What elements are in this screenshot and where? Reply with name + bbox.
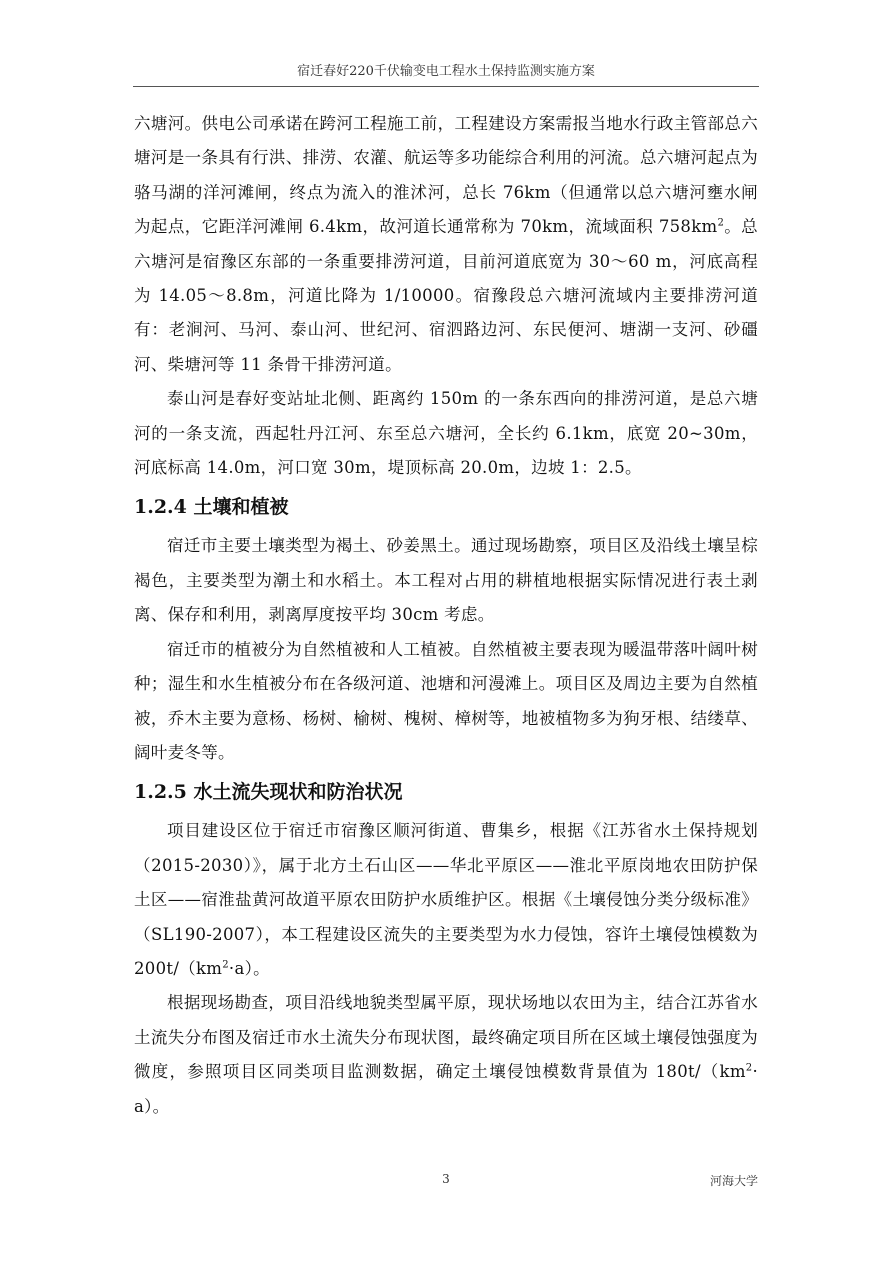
footer-organization: 河海大学: [709, 1174, 758, 1188]
section-heading-soil-erosion: 1.2.5 水土流失现状和防治状况: [134, 781, 403, 804]
paragraph-liutang-river: 六塘河。供电公司承诺在跨河工程施工前，工程建设方案需报当地水行政主管部总六塘河是一条具有行洪、排涝、农灌、航运等多功能综合利用的河流。总六塘河起点为骆马湖的洋河滩闸，终点为流入的淮沭河，总长 76km（但通常以总六塘河壅水闸为起点，它距洋河滩闸 6.4km，故河道长通常称为 70km，流域面积 $758km^2$。总六塘河是宿豫区东部的一条重要排涝河道，目前河道底宽为 30～60 m，河底高程为 14.05～8.8m，河道比降为 1/10000。宿豫段总六塘河流域内主要排涝河道有：老涧河、马河、泰山河、世纪河、宿泗路边河、东民便河、塘湖一支河、砂礓河、柴塘河等 11 条骨干排涝河道。: [134, 114, 758, 374]
header-title: 宿迁春好220千伏输变电工程水土保持监测实施方案: [297, 64, 595, 79]
page-number: 3: [442, 1172, 450, 1186]
paragraph-vegetation: 宿迁市的植被分为自然植被和人工植被。自然植被主要表现为暖温带落叶阔叶树种；湿生和水生植被分布在各级河道、池塘和河漫滩上。项目区及周边主要为自然植被，乔木主要为意杨、杨树、榆树、槐树、樟树等，地被植物多为狗牙根、结缕草、阔叶麦冬等。: [134, 639, 758, 762]
page-body: [134, 107, 758, 1124]
paragraph-taishan-river: 泰山河是春好变站址北侧、距离约 150m 的一条东西向的排涝河道，是总六塘河的一条支流，西起牡丹江河、东至总六塘河，全长约 6.1km，底宽 20~30m，河底标高 14.0m，河口宽 30m，堤顶标高 20.0m，边坡 1：2.5。: [134, 389, 758, 478]
section-heading-soil-vegetation: 1.2.4 土壤和植被: [134, 496, 289, 519]
paragraph-erosion-background: 根据现场勘查，项目沿线地貌类型属平原，现状场地以农田为主，结合江苏省水土流失分布图及宿迁市水土流失分布现状图，最终确定项目所在区域土壤侵蚀强度为微度，参照项目区同类项目监测数据，确定土壤侵蚀模数背景值为 $180t/(km^2\cdot a)$。: [134, 993, 758, 1116]
running-header: [133, 60, 759, 87]
paragraph-soil: 宿迁市主要土壤类型为褐土、砂姜黑土。通过现场勘察，项目区及沿线土壤呈棕褐色，主要类型为潮土和水稻土。本工程对占用的耕植地根据实际情况进行表土剥离、保存和利用，剥离厚度按平均 30cm 考虑。: [134, 536, 758, 625]
paragraph-erosion-zone: 项目建设区位于宿迁市宿豫区顺河街道、曹集乡，根据《江苏省水土保持规划（2015-2030）》，属于北方土石山区——华北平原区——淮北平原岗地农田防护保土区——宿淮盐黄河故道平原农田防护水质维护区。根据《土壤侵蚀分类分级标准》（SL190-2007），本工程建设区流失的主要类型为水力侵蚀，容许土壤侵蚀模数为 $200t/(km^2\cdot a)$。: [134, 821, 758, 978]
